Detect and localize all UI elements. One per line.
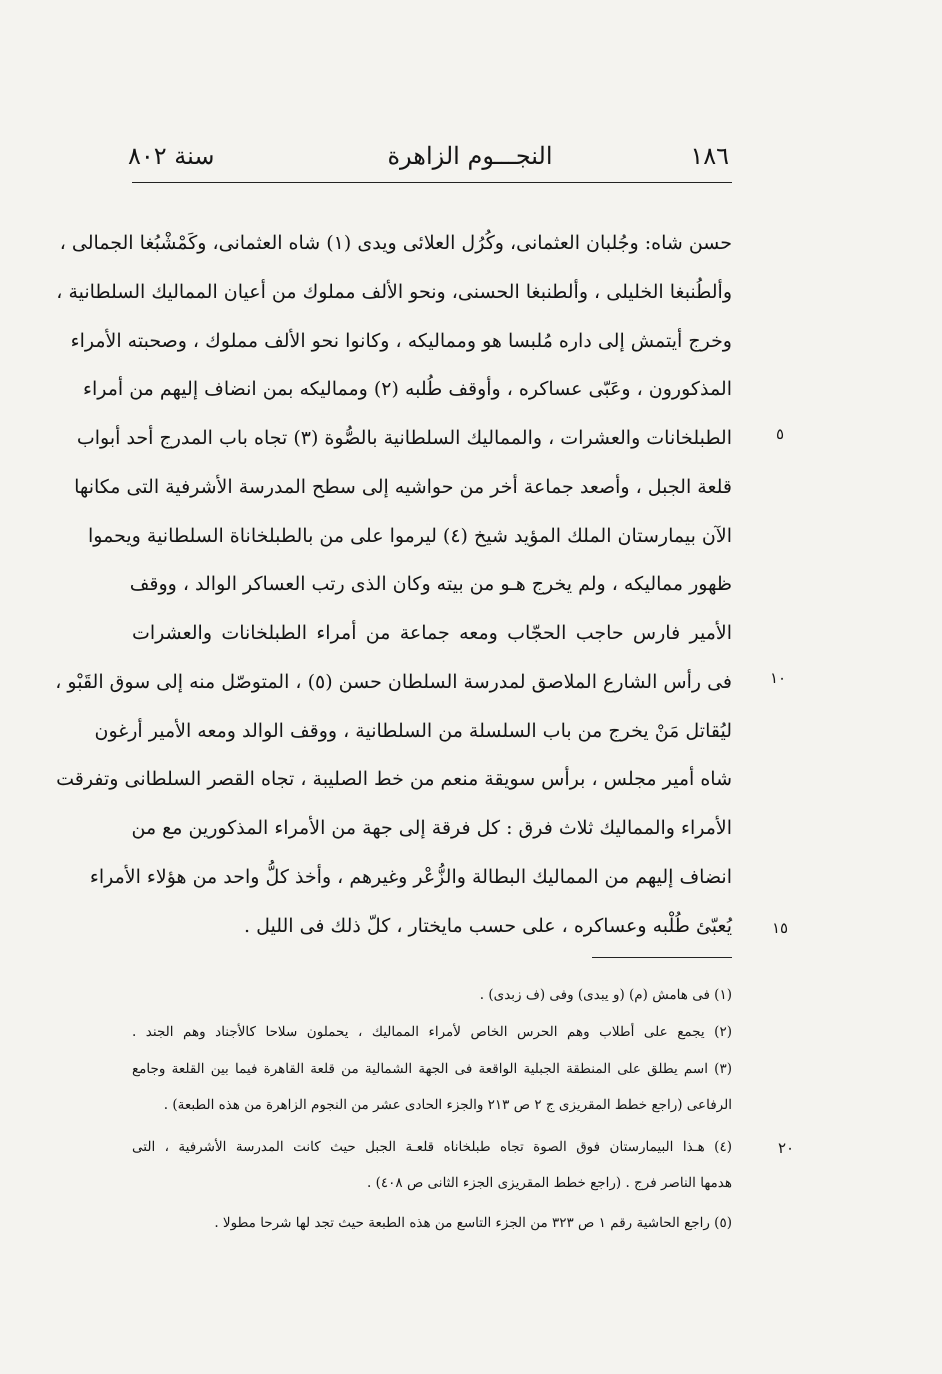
page-number: ١٨٦: [690, 142, 729, 170]
line-number-marker: ٢٠: [778, 1139, 795, 1157]
body-line: انضاف إليهم من المماليك البطالة والزُّعْر وغيرهم ، وأخذ كلُّ واحد من هؤلاء الأمراء: [89, 866, 732, 888]
body-line: وألطُنبغا الخليلى ، وألطنبغا الحسنى، ونحو الألف مملوك من أعيان المماليك السلطانية ،: [56, 281, 732, 303]
footnote-line: هدمها الناصر فرج . (راجع خطط المقريزى الجزء الثانى ص ٤٠٨) .: [367, 1175, 732, 1191]
body-line: الآن بيمارستان الملك المؤيد شيخ (٤) ليرموا على من بالطبلخاناة السلطانية ويحموا: [88, 525, 732, 547]
line-number-marker: ١٠: [770, 669, 787, 687]
footnote-line: (٢) يجمع على أطلاب وهم الحرس الخاص لأمراء المماليك ، يحملون سلاحا كالأجناد وهم الجند .: [132, 1024, 732, 1040]
footnote-line: الرفاعى (راجع خطط المقريزى ج ٢ ص ٢١٣ والجزء الحادى عشر من النجوم الزاهرة من هذه الطبعة) .: [163, 1097, 732, 1113]
footnote-line: (٤) هـذا البيمارستان فوق الصوة تجاه طبلخاناه قلعـة الجبل حيث كانت المدرسة الأشرفية ، التى: [132, 1139, 732, 1155]
body-line: فى رأس الشارع الملاصق لمدرسة السلطان حسن (٥) ، المتوصّل منه إلى سوق القَبْو ،: [55, 671, 732, 693]
year-heading: سنة ٨٠٢: [128, 142, 215, 170]
line-number-marker: ١٥: [772, 919, 789, 937]
body-line: حسن شاه: وجُلبان العثمانى، وكُرُل العلائى ويدى (١) شاه العثمانى، وكَمْشْبُغا الجمالى ،: [59, 232, 732, 254]
body-line: الأمراء والمماليك ثلاث فرق : كل فرقة إلى جهة من الأمراء المذكورين مع من: [131, 817, 732, 839]
footnote-line: (٥) راجع الحاشية رقم ١ ص ٣٢٣ من الجزء التاسع من هذه الطبعة حيث تجد لها شرحا مطولا .: [214, 1215, 732, 1231]
body-line: يُعبّئ طُلْبه وعساكره ، على حسب مايختار ، كلّ ذلك فى الليل .: [244, 915, 732, 937]
footnote-line: (٣) اسم يطلق على المنطقة الجبلية الواقعة فى الجهة الشمالية من قلعة القاهرة فيما بين القلعة وجامع: [132, 1061, 732, 1077]
footnote-line: (١) فى هامش (م) (و يبدى) وفى (ف زبدى) .: [479, 987, 732, 1003]
body-line: ليُقاتل مَنْ يخرج من باب السلسلة من السلطانية ، ووقف الوالد ومعه الأمير أرغون: [94, 720, 732, 742]
body-line: الأمير فارس حاجب الحجّاب ومعه جماعة من أمراء الطبلخانات والعشرات: [132, 622, 732, 644]
body-line: شاه أمير مجلس ، برأس سويقة منعم من خط الصليبة ، تجاه القصر السلطانى وتفرقت: [56, 768, 732, 790]
body-line: قلعة الجبل ، وأصعد جماعة أخر من حواشيه إلى سطح المدرسة الأشرفية التى مكانها: [74, 476, 732, 498]
body-line: ظهور مماليكه ، ولم يخرج هـو من بيته وكان الذى رتب العساكر الوالد ، ووقف: [129, 573, 732, 595]
header-rule: [132, 182, 732, 183]
line-number-marker: ٥: [776, 425, 785, 443]
body-line: المذكورون ، وعَبّى عساكره ، وأوقف طُلبه (٢) ومماليكه بمن انضاف إليهم من أمراء: [83, 378, 732, 400]
body-line: وخرج أيتمش إلى داره مُلبسا هو ومماليكه ، وكانوا نحو الألف مملوك ، وصحبته الأمراء: [70, 330, 732, 352]
running-title: النجـــوم الزاهرة: [387, 142, 553, 170]
footnote-rule: [592, 957, 732, 958]
body-line: الطبلخانات والعشرات ، والمماليك السلطانية بالصُّوة (٣) تجاه باب المدرج أحد أبواب: [76, 427, 732, 449]
